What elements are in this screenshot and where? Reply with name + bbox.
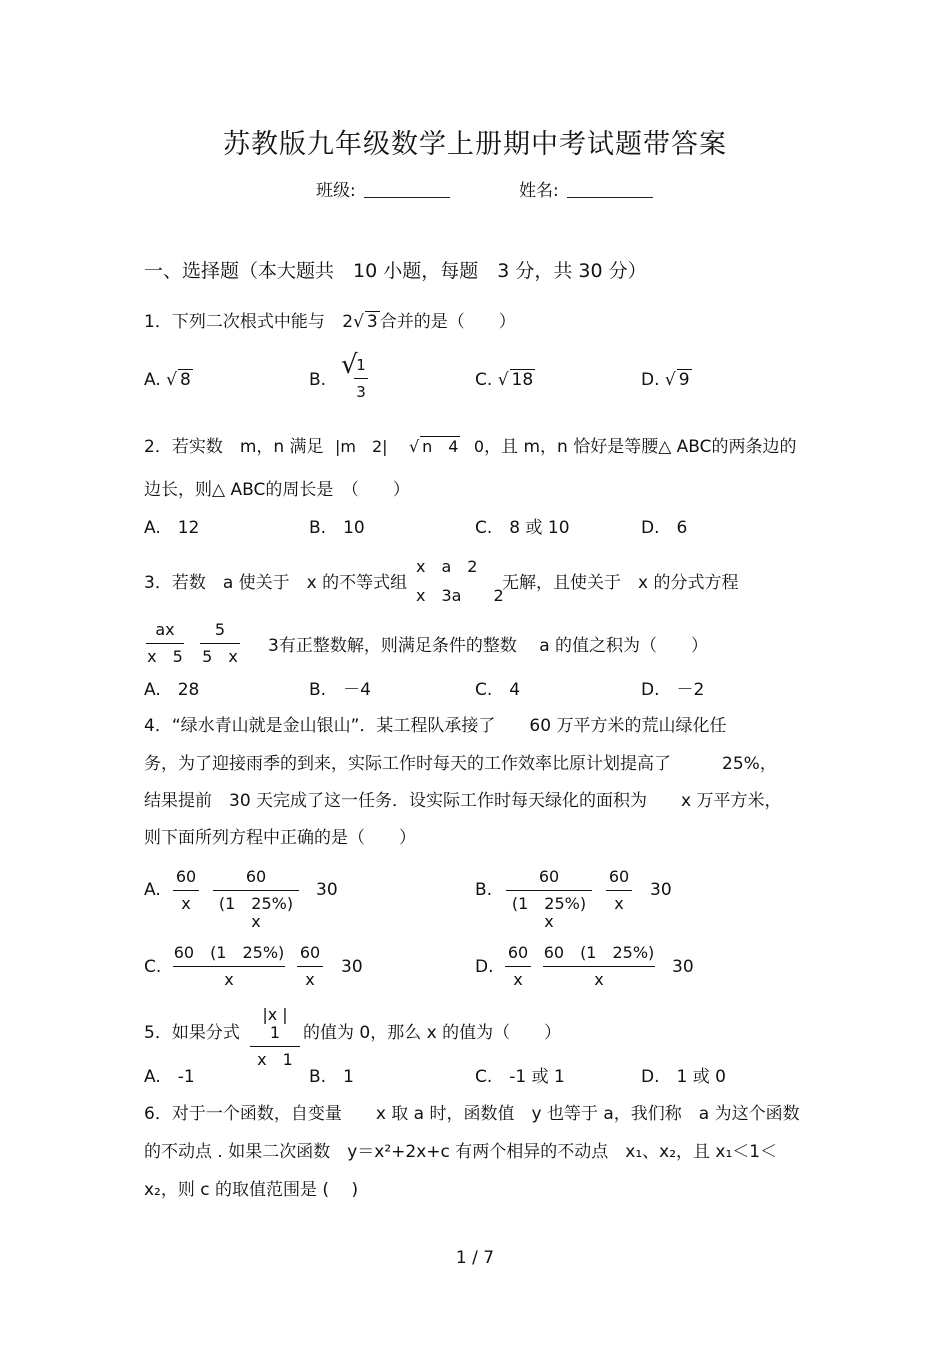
- section-heading: 一、选择题（本大题共 10 小题，每题 3 分，共 30 分）: [144, 260, 647, 282]
- q3-fraction-1: ax x 5: [147, 620, 183, 666]
- q1-option-a[interactable]: A. √ 8: [144, 370, 191, 390]
- q2-option-b[interactable]: B. 10: [309, 518, 365, 538]
- class-label: 班级:: [316, 181, 356, 201]
- q4-b-fraction-2: 60 x: [606, 868, 632, 913]
- q4-c-rhs: 30: [341, 957, 363, 977]
- q5-option-d[interactable]: D. 1 或 0: [641, 1067, 726, 1087]
- q2-option-c[interactable]: C. 8 或 10: [475, 518, 570, 538]
- q4-option-d[interactable]: D.: [475, 957, 494, 977]
- q1-option-b[interactable]: B.: [309, 370, 327, 390]
- q6-line3: x₂，则 c 的取值范围是 ( ): [144, 1180, 359, 1200]
- q4-b-fraction-1: 60 (1 25%) x: [506, 868, 592, 931]
- q4-line3: 结果提前 30 天完成了这一任务．设实际工作时每天绿化的面积为 x 万平方米，: [144, 791, 782, 811]
- q1-stem-text-2: 合并的是（ ）: [379, 312, 516, 332]
- q5-option-b[interactable]: B. 1: [309, 1067, 354, 1087]
- q4-c-fraction-2: 60 x: [297, 944, 323, 989]
- q3-line2: 3有正整数解，则满足条件的整数 a 的值之积为（ ）: [268, 636, 709, 656]
- q4-a-fraction-1: 60 x: [173, 868, 199, 913]
- q1-option-d[interactable]: D. √ 9: [641, 370, 690, 390]
- q6-line1: 6．对于一个函数，自变量 x 取 a 时，函数值 y 也等于 a，我们称 a 为这个函数: [144, 1104, 800, 1124]
- q4-line2: 务，为了迎接雨季的到来，实际工作时每天的工作效率比原计划提高了 25%，: [144, 754, 777, 774]
- q5-stem-b: 的值为 0，那么 x 的值为（ ）: [303, 1023, 562, 1043]
- q3-option-d[interactable]: D. －2: [641, 680, 705, 700]
- q4-a-fraction-2: 60 (1 25%) x: [213, 868, 299, 931]
- q4-c-fraction-1: 60 (1 25%) x: [173, 943, 285, 989]
- page-number: 1 / 7: [455, 1248, 495, 1268]
- q3-line1-b: 无解，且使关于 x 的分式方程: [502, 573, 739, 593]
- q1-b-fraction: 1 3: [354, 356, 368, 401]
- q5-option-c[interactable]: C. -1 或 1: [475, 1067, 565, 1087]
- q2-line2: 边长，则△ ABC的周长是 （ ）: [144, 480, 410, 500]
- q1-sqrt: √ 3: [353, 312, 378, 332]
- q1-stem-text: 1．下列二次根式中能与: [144, 312, 325, 332]
- name-field: [519, 176, 653, 201]
- q4-d-rhs: 30: [672, 957, 694, 977]
- q2-option-a[interactable]: A. 12: [144, 518, 200, 538]
- q6-line2: 的不动点 . 如果二次函数 y＝x²+2x+c 有两个相异的不动点 x₁、x₂，且 x₁＜1＜: [144, 1142, 778, 1162]
- q2-sqrt: √ n 4: [408, 437, 459, 456]
- q2-line1: 2．若实数 m，n 满足 |m 2| √ n 4 0，且 m，n 恰好是等腰△ ABC的两条边的: [144, 432, 797, 457]
- q4-option-c[interactable]: C.: [144, 957, 162, 977]
- q4-d-fraction-1: 60 x: [505, 944, 531, 989]
- q3-line1-a: 3．若数 a 使关于 x 的不等式组: [144, 573, 408, 593]
- q4-line4: 则下面所列方程中正确的是（ ）: [144, 828, 416, 848]
- q5-stem-a: 5．如果分式: [144, 1023, 240, 1043]
- q4-d-fraction-2: 60 (1 25%) x: [543, 943, 655, 989]
- name-label: 姓名:: [519, 181, 559, 201]
- class-field: [316, 176, 450, 201]
- q2-abs-expr: m 2: [340, 437, 383, 456]
- q5-option-a[interactable]: A. -1: [144, 1067, 195, 1087]
- q2-option-d[interactable]: D. 6: [641, 518, 688, 538]
- q4-option-b[interactable]: B.: [475, 880, 493, 900]
- q1-stem: [144, 307, 516, 332]
- q3-option-b[interactable]: B. －4: [309, 680, 371, 700]
- name-blank[interactable]: [567, 181, 653, 198]
- q3-system-top: x a 2: [416, 557, 478, 576]
- q4-option-a[interactable]: A.: [144, 880, 161, 900]
- q1-b-radical-sign: √: [341, 350, 358, 380]
- q4-a-rhs: 30: [316, 880, 338, 900]
- page-title: 苏教版九年级数学上册期中考试题带答案: [223, 129, 727, 160]
- q3-system-bottom: x 3a 2: [416, 586, 504, 605]
- class-blank[interactable]: [364, 181, 450, 198]
- q5-fraction: |x | 1 x 1: [250, 1006, 300, 1069]
- q3-fraction-2: 5 5 x: [200, 621, 240, 666]
- q3-option-a[interactable]: A. 28: [144, 680, 200, 700]
- q1-option-c[interactable]: C. √ 18: [475, 370, 534, 390]
- q3-option-c[interactable]: C. 4: [475, 680, 521, 700]
- q1-coef: 2: [342, 312, 354, 332]
- q4-b-rhs: 30: [650, 880, 672, 900]
- q4-line1: 4．“绿水青山就是金山银山”．某工程队承接了 60 万平方米的荒山绿化任: [144, 716, 727, 736]
